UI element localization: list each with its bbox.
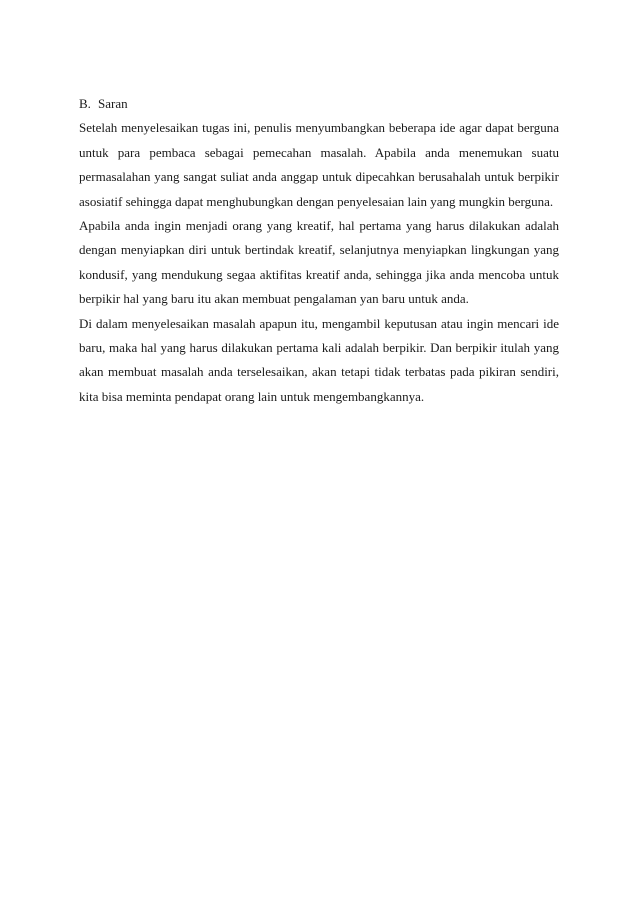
paragraph-3: Di dalam menyelesaikan masalah apapun itu, mengambil keputusan atau ingin mencari ide baru, maka hal yang harus dilakukan pertama kali adalah berpikir. Dan berpikir itulah yang akan membuat masalah anda terselesaikan, akan tetapi tidak terbatas pada pikiran sendiri, kita bisa meminta pendapat orang lain untuk mengembangkannya. [79, 315, 559, 404]
section-heading [79, 92, 559, 116]
section-title: Saran [98, 96, 128, 111]
paragraph-2: Apabila anda ingin menjadi orang yang kreatif, hal pertama yang harus dilakukan adalah dengan menyiapkan diri untuk bertindak kreatif, selanjutnya menyiapkan lingkungan yang kondusif, yang mendukung segaa aktifitas kreatif anda, sehingga jika anda mencoba untuk berpikir hal yang baru itu akan membuat pengalaman yan baru untuk anda. [79, 218, 559, 307]
paragraph-1: Setelah menyelesaikan tugas ini, penulis menyumbangkan beberapa ide agar dapat berguna untuk para pembaca sebagai pemecahan masalah. Apabila anda menemukan suatu permasalahan yang sangat suliat anda anggap untuk dipecahkan berusahalah untuk berpikir asosiatif sehingga dapat menghubungkan dengan penyelesaian lain yang mungkin berguna. [79, 120, 559, 209]
section-number: B. [79, 96, 91, 111]
document-body [79, 92, 559, 409]
